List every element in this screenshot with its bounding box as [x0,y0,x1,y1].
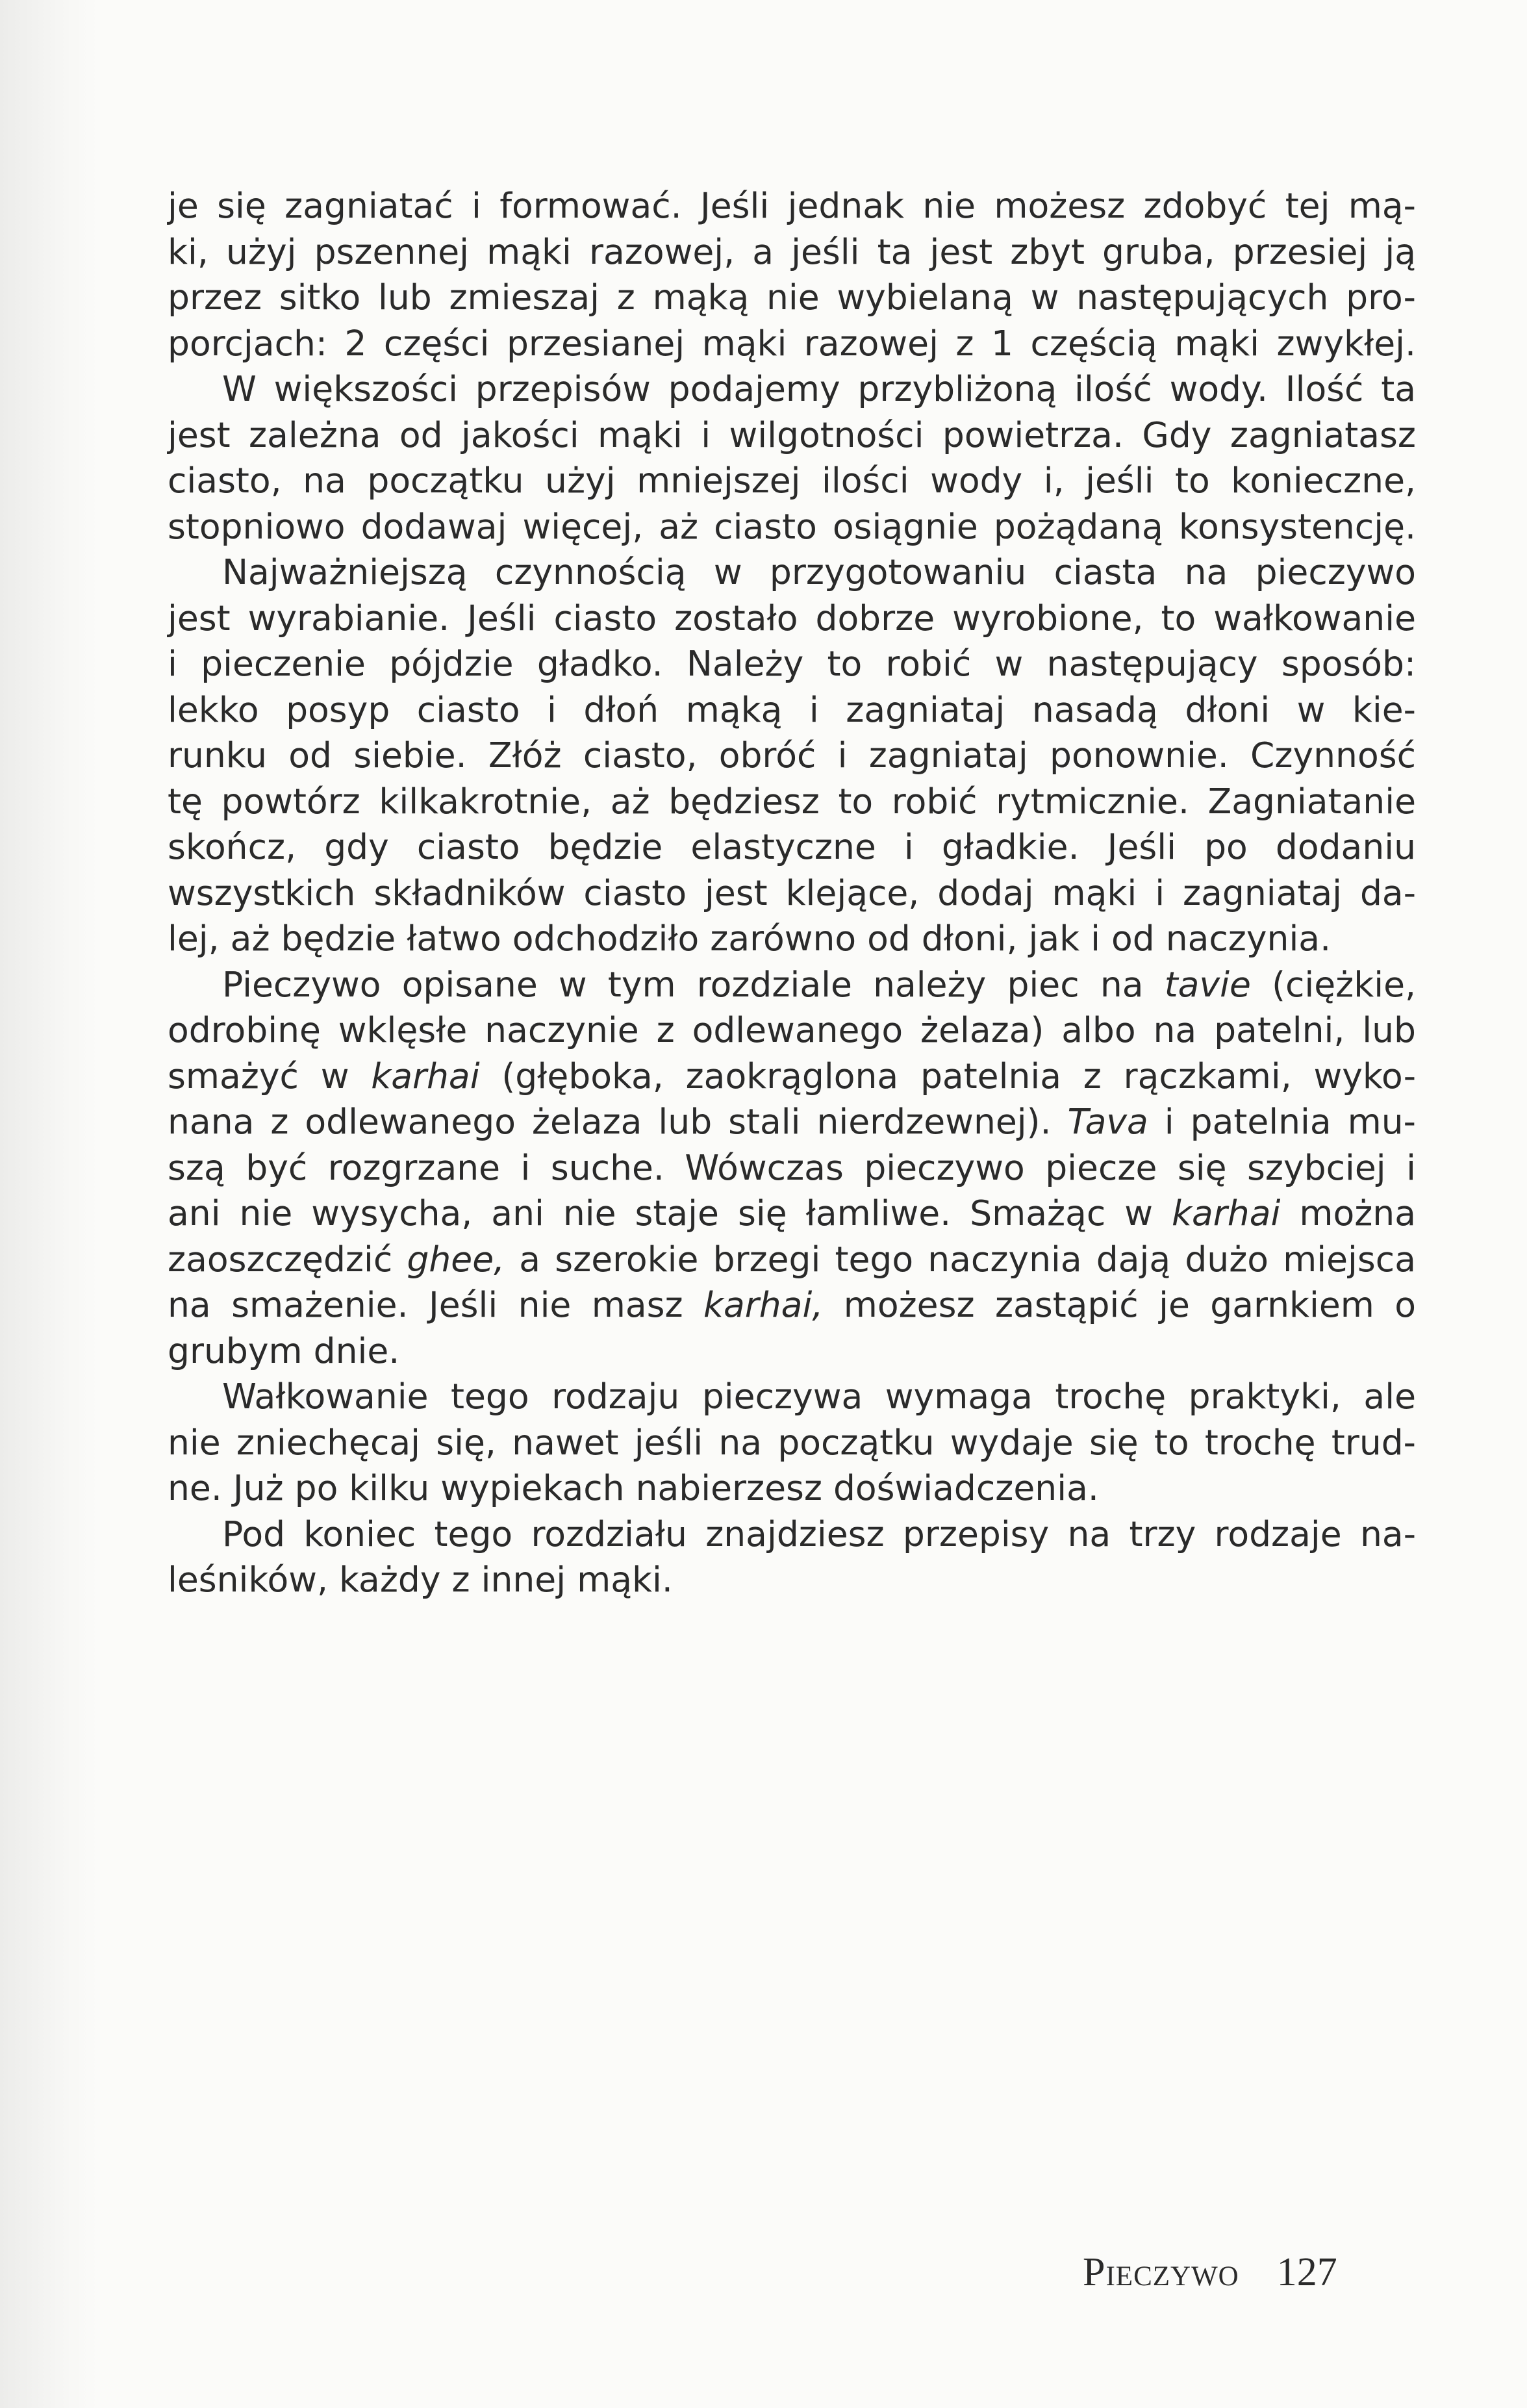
text-line: Najważniejszą czynnością w przygotowaniu ciasta na pieczywo [222,551,1416,592]
text-line: Pod koniec tego rozdziału znajdziesz przepisy na trzy rodzaje na- [222,1513,1416,1554]
text-line: tę powtórz kilkakrotnie, aż będziesz to robić rytmicznie. Zagniatanie [168,780,1416,822]
text-line: runku od siebie. Złóż ciasto, obróć i zagniataj ponownie. Czynność [168,735,1416,776]
text-line: ki, użyj pszennej mąki razowej, a jeśli ta jest zbyt gruba, przesiej ją [168,231,1416,272]
running-title: Pieczywo [1083,2250,1239,2294]
text-line: Pieczywo opisane w tym rozdziale należy piec na tavie (ciężkie, [222,963,1417,1005]
text-line: skończ, gdy ciasto będzie elastyczne i gładkie. Jeśli po dodaniu [168,826,1416,867]
text-line: ani nie wysycha, ani nie staje się łamliwe. Smażąc w karhai można [168,1193,1416,1234]
text-line: ne. Już po kilku wypiekach nabierzesz doświadczenia. [168,1467,1099,1508]
text-line: porcjach: 2 części przesianej mąki razowej z 1 częścią mąki zwykłej. [168,322,1416,364]
text-line: i pieczenie pójdzie gładko. Należy to robić w następujący sposób: [168,643,1416,684]
text-line: na smażenie. Jeśli nie masz karhai, możesz zastąpić je garnkiem o [168,1284,1416,1325]
text-line: smażyć w karhai (głęboka, zaokrąglona patelnia z rączkami, wyko- [168,1055,1417,1096]
body-text [168,183,1416,1603]
text-line: lej, aż będzie łatwo odchodziło zarówno od dłoni, jak i od naczynia. [168,918,1331,959]
text-line: leśników, każdy z innej mąki. [168,1559,673,1600]
text-line: jest zależna od jakości mąki i wilgotności powietrza. Gdy zagniatasz [168,414,1416,455]
text-line: szą być rozgrzane i suche. Wówczas pieczywo piecze się szybciej i [168,1147,1416,1188]
text-line: ciasto, na początku użyj mniejszej ilości wody i, jeśli to konieczne, [168,460,1416,501]
text-line: grubym dnie. [168,1330,400,1371]
page-footer [1083,2246,1407,2298]
text-line: wszystkich składników ciasto jest klejące, dodaj mąki i zagniataj da- [168,872,1416,913]
text-line: je się zagniatać i formować. Jeśli jednak nie możesz zdobyć tej mą- [168,185,1416,226]
page-binding-shadow [0,0,97,2408]
text-line: jest wyrabianie. Jeśli ciasto zostało dobrze wyrobione, to wałkowanie [168,597,1416,639]
text-line: stopniowo dodawaj więcej, aż ciasto osiągnie pożądaną konsystencję. [168,505,1416,547]
text-line: nana z odlewanego żelaza lub stali nierdzewnej). Tava i patelnia mu- [168,1101,1416,1142]
text-line: nie zniechęcaj się, nawet jeśli na początku wydaje się to trochę trud- [168,1421,1416,1463]
text-line: przez sitko lub zmieszaj z mąką nie wybielaną w następujących pro- [168,277,1416,318]
text-line: odrobinę wklęsłe naczynie z odlewanego żelaza) albo na patelni, lub [168,1009,1416,1050]
text-line: Wałkowanie tego rodzaju pieczywa wymaga trochę praktyki, ale [222,1376,1416,1417]
text-line: zaoszczędzić ghee, a szerokie brzegi tego naczynia dają dużo miejsca [168,1238,1416,1280]
text-line: lekko posyp ciasto i dłoń mąką i zagniataj nasadą dłoni w kie- [168,689,1416,730]
page-number: 127 [1276,2250,1337,2294]
text-line: W większości przepisów podajemy przybliżoną ilość wody. Ilość ta [222,368,1416,409]
